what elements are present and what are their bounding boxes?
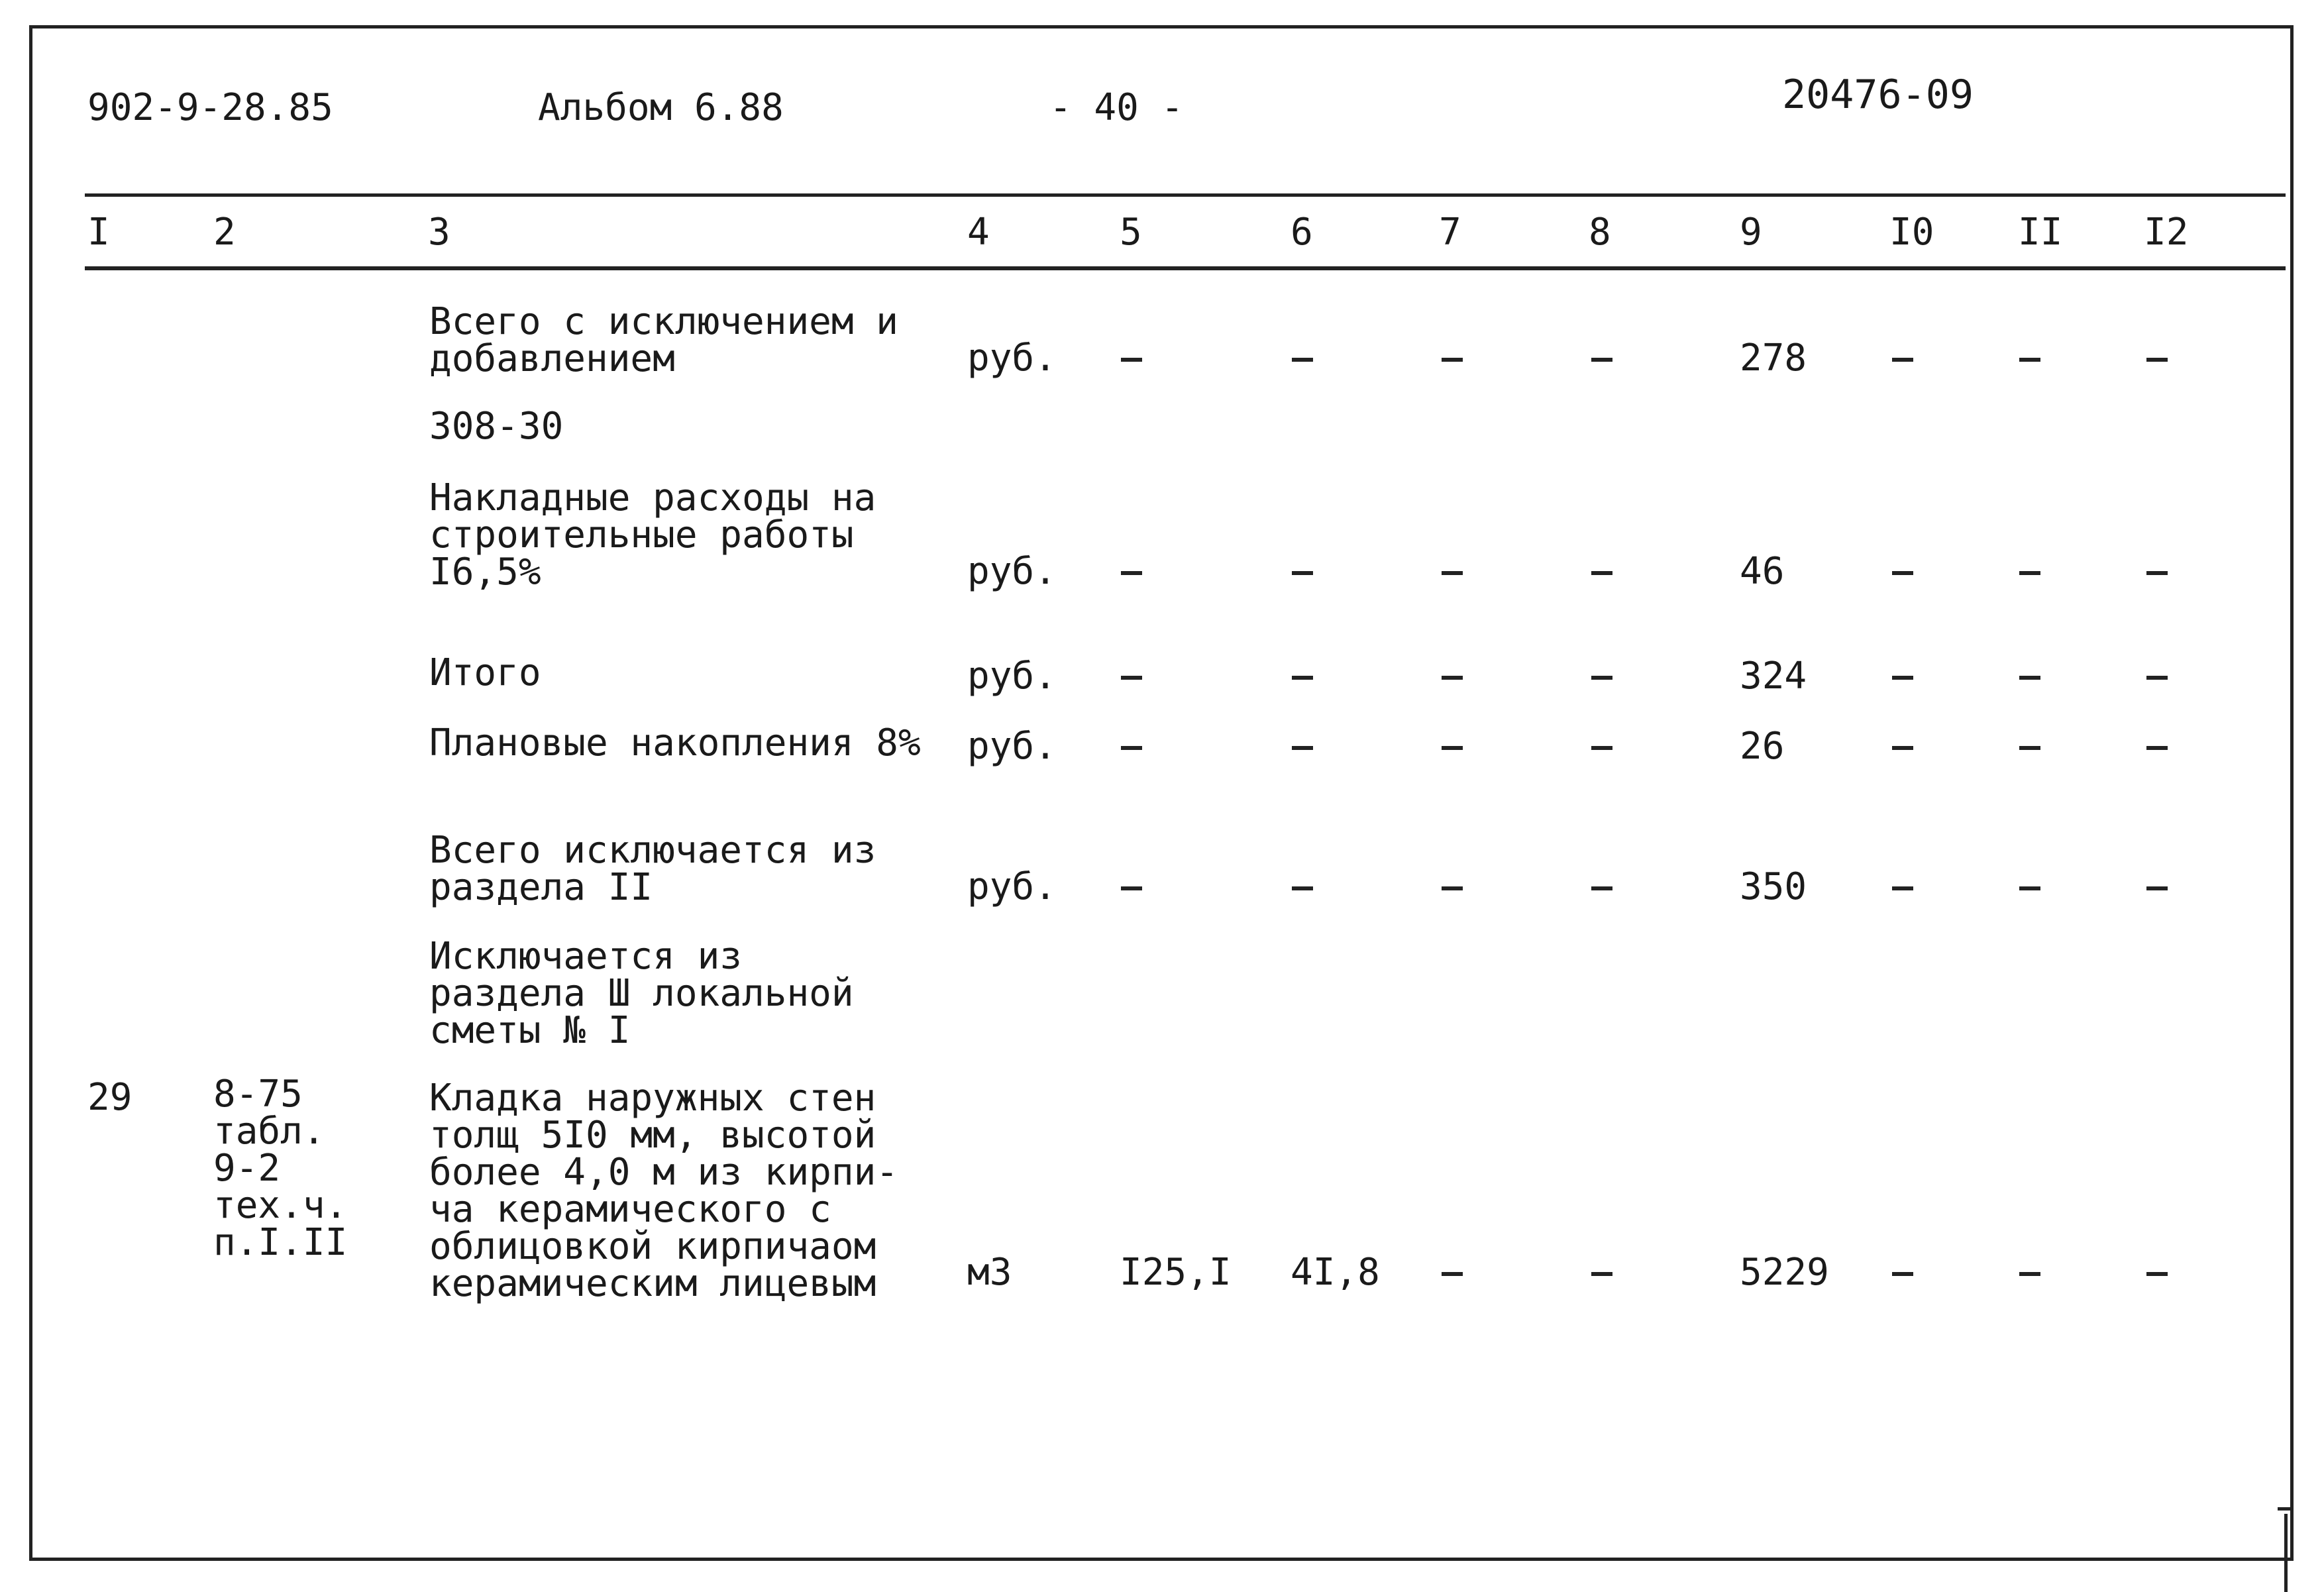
dash-col12 [2146, 676, 2168, 680]
dash-col10 [1892, 886, 1913, 890]
row-value-col9: 278 [1740, 337, 1807, 380]
col-header-2: 2 [213, 211, 236, 254]
dash-col5 [1121, 571, 1142, 575]
page-frame [29, 25, 2294, 1561]
header-rule-top [85, 193, 2286, 197]
row-value-col9: 46 [1740, 550, 1785, 593]
frame-tick-vertical [2284, 1514, 2288, 1592]
page-number: - 40 - [1049, 86, 1184, 129]
header-rule-bottom [85, 266, 2286, 270]
dash-col10 [1892, 571, 1913, 575]
dash-col6 [1292, 886, 1313, 890]
row-description: Плановые накопления 8% [429, 721, 921, 765]
dash-col8 [1591, 358, 1612, 362]
row-description: Всего исключается из раздела II [429, 829, 876, 909]
col-header-6: 6 [1291, 211, 1313, 254]
dash-col12 [2146, 746, 2168, 750]
row-value-col6: 4I,8 [1291, 1251, 1380, 1294]
dash-col6 [1292, 746, 1313, 750]
dash-col6 [1292, 571, 1313, 575]
stamp-number: 20476-09 [1782, 72, 1974, 118]
dash-col7 [1442, 1272, 1463, 1276]
row-description: Итого [429, 651, 541, 694]
dash-col7 [1442, 676, 1463, 680]
col-header-11: II [2018, 211, 2063, 254]
row-description: Всего с исключением и добавлением [429, 300, 899, 380]
dash-col8 [1591, 571, 1612, 575]
row-unit: м3 [967, 1251, 1012, 1294]
col-header-8: 8 [1589, 211, 1611, 254]
row-value-col9: 5229 [1740, 1251, 1829, 1294]
row-unit: руб. [967, 550, 1057, 593]
dash-col11 [2019, 358, 2040, 362]
dash-col11 [2019, 571, 2040, 575]
row-value-col9: 350 [1740, 865, 1807, 908]
dash-col10 [1892, 1272, 1913, 1276]
row-unit: руб. [967, 725, 1057, 768]
frame-tick [2278, 1507, 2294, 1511]
dash-col5 [1121, 676, 1142, 680]
dash-col7 [1442, 746, 1463, 750]
dash-col8 [1591, 676, 1612, 680]
dash-col5 [1121, 886, 1142, 890]
dash-col8 [1591, 746, 1612, 750]
row-unit: руб. [967, 655, 1057, 698]
col-header-1: I [87, 211, 110, 254]
dash-col12 [2146, 571, 2168, 575]
dash-col11 [2019, 746, 2040, 750]
row-unit: руб. [967, 865, 1057, 908]
dash-col7 [1442, 358, 1463, 362]
dash-col12 [2146, 1272, 2168, 1276]
col-header-12: I2 [2144, 211, 2189, 254]
dash-col5 [1121, 358, 1142, 362]
dash-col7 [1442, 571, 1463, 575]
dash-col10 [1892, 746, 1913, 750]
row-reference: 8-75 табл. 9-2 тех.ч. п.I.II [213, 1073, 348, 1264]
dash-col12 [2146, 358, 2168, 362]
row-value-col9: 26 [1740, 725, 1785, 768]
album-label: Альбом 6.88 [538, 86, 784, 129]
dash-col11 [2019, 676, 2040, 680]
dash-col6 [1292, 358, 1313, 362]
col-header-5: 5 [1120, 211, 1142, 254]
dash-col12 [2146, 886, 2168, 890]
row-unit: руб. [967, 337, 1057, 380]
dash-col11 [2019, 1272, 2040, 1276]
row-value-col5: I25,I [1120, 1251, 1232, 1294]
row-description: 308-30 [429, 405, 564, 448]
col-header-10: I0 [1889, 211, 1934, 254]
dash-col10 [1892, 358, 1913, 362]
dash-col8 [1591, 886, 1612, 890]
doc-code: 902-9-28.85 [87, 86, 333, 129]
row-description: Исключается из раздела Ш локальной сметы № I [429, 935, 854, 1052]
dash-col7 [1442, 886, 1463, 890]
dash-col11 [2019, 886, 2040, 890]
row-description: Накладные расходы на строительные работы I6,5% [429, 476, 876, 594]
dash-col10 [1892, 676, 1913, 680]
col-header-3: 3 [428, 211, 450, 254]
row-number: 29 [87, 1076, 132, 1119]
row-description: Кладка наружных стен толщ 5I0 мм, высотой более 4,0 м из кирпи- ча керамического с облицовкой кирпичаом керамическим лицевым [429, 1077, 899, 1305]
col-header-9: 9 [1740, 211, 1762, 254]
dash-col5 [1121, 746, 1142, 750]
col-header-7: 7 [1439, 211, 1461, 254]
dash-col6 [1292, 676, 1313, 680]
col-header-4: 4 [967, 211, 990, 254]
dash-col8 [1591, 1272, 1612, 1276]
row-value-col9: 324 [1740, 655, 1807, 698]
